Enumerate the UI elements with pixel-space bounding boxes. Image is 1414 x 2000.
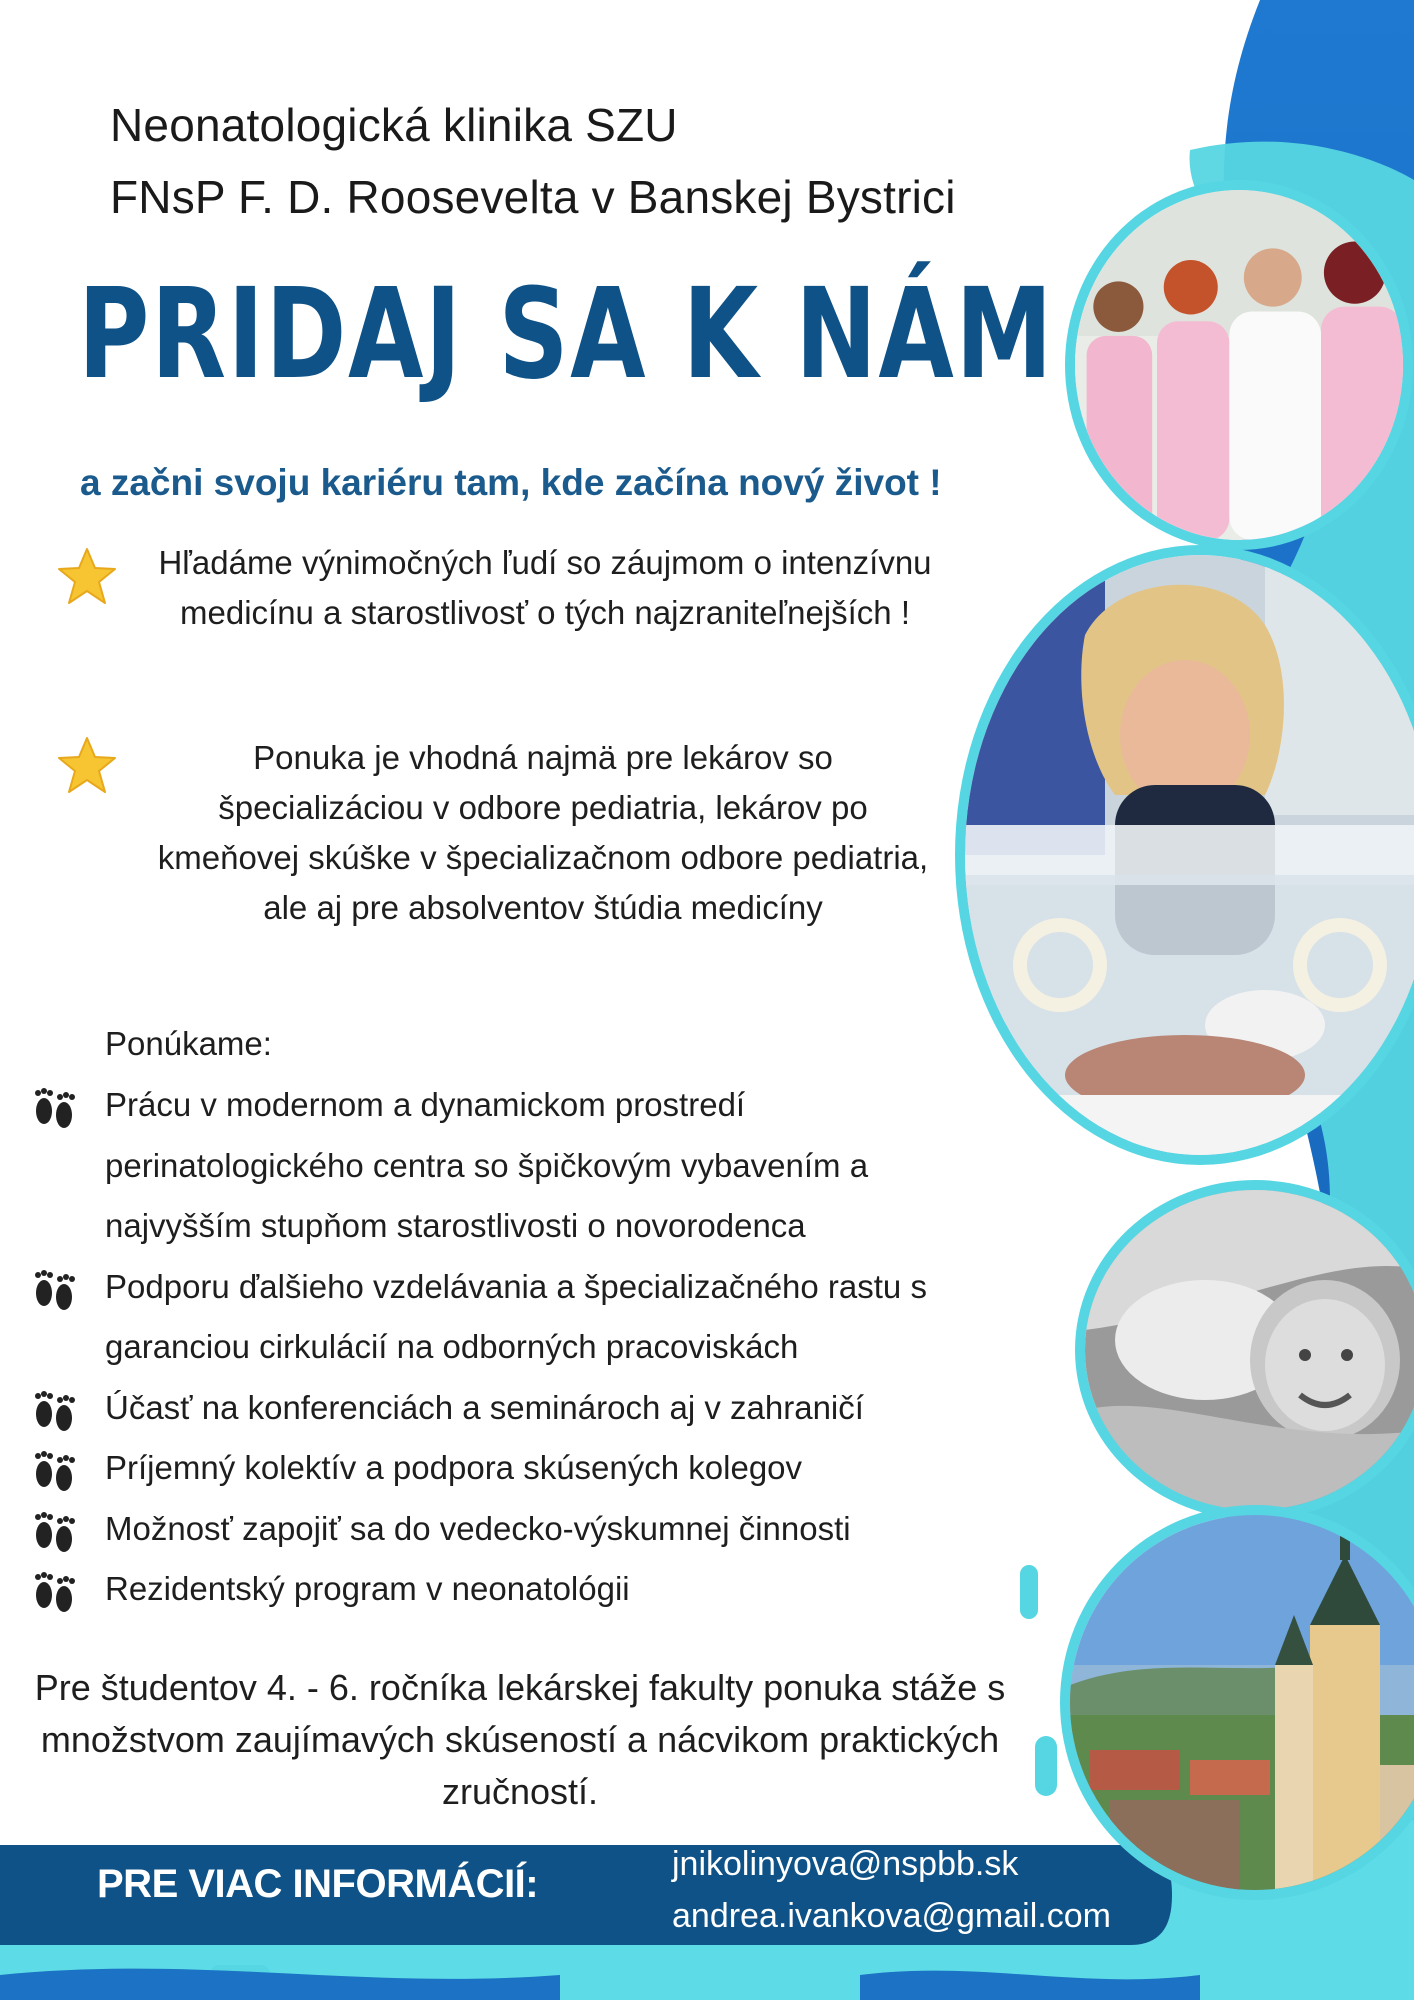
baby-feet-icon <box>30 1448 80 1492</box>
baby-feet-icon <box>30 1388 80 1432</box>
list-item <box>30 1499 1010 1560</box>
baby-feet-icon <box>30 1569 80 1613</box>
star-icon <box>55 734 119 798</box>
offer-item-text: Príjemný kolektív a podpora skúsených kolegov <box>105 1449 803 1486</box>
list-item <box>30 1257 1010 1378</box>
headline: PRIDAJ SA K NÁM <box>78 262 1055 407</box>
subheadline: a začni svoju kariéru tam, kde začína nový život ! <box>80 462 942 503</box>
intro-paragraph-1: Hľadáme výnimočných ľudí so záujmom o intenzívnu medicínu a starostlivosť o tých najzraniteľnejších ! <box>158 544 932 631</box>
offer-title: Ponúkame: <box>105 1025 272 1062</box>
clinic-name: Neonatologická klinika SZU <box>110 99 678 151</box>
list-item <box>30 1559 1010 1620</box>
star-icon <box>55 545 119 609</box>
team-photo <box>1065 180 1413 550</box>
email-link-1[interactable]: jnikolinyova@nspbb.sk <box>672 1845 1019 1883</box>
intro-paragraph-2: Ponuka je vhodná najmä pre lekárov so špecializáciou v odbore pediatria, lekárov po kmeňovej skúške v špecializačnom odbore pediatria, ale aj pre absolventov štúdia medicíny <box>157 739 929 926</box>
smiling-baby-photo <box>1075 1180 1414 1520</box>
list-item <box>30 1378 1010 1439</box>
cyan-dash-2 <box>1020 1565 1038 1619</box>
hospital-name: FNsP F. D. Roosevelta v Banskej Bystrici <box>110 171 956 223</box>
baby-feet-icon <box>30 1267 80 1311</box>
cyan-dash-1 <box>1035 1736 1057 1796</box>
baby-feet-icon <box>30 1509 80 1553</box>
list-item <box>30 1075 1010 1257</box>
offer-item-text: Podporu ďalšieho vzdelávania a špecializačného rastu s garanciou cirkulácií na odborných pracoviskách <box>105 1267 927 1365</box>
offer-item-text: Rezidentský program v neonatológii <box>105 1570 630 1607</box>
offer-list <box>30 1075 1010 1620</box>
footer-label: PRE VIAC INFORMÁCIÍ: <box>97 1862 539 1906</box>
list-item <box>30 1438 1010 1499</box>
offer-item-text: Prácu v modernom a dynamickom prostredí perinatologického centra so špičkovým vybavením a najvyšším stupňom starostlivosti o novorodenca <box>105 1086 869 1244</box>
offer-item-text: Možnosť zapojiť sa do vedecko-výskumnej činnosti <box>105 1509 851 1547</box>
email-link-2[interactable]: andrea.ivankova@gmail.com <box>672 1897 1111 1935</box>
offer-item-text: Účasť na konferenciách a seminároch aj v zahraničí <box>105 1388 864 1426</box>
baby-feet-icon <box>30 1085 80 1129</box>
students-note: Pre študentov 4. - 6. ročníka lekárskej fakulty ponuka stáže s množstvom zaujímavých skúseností a nácvikom praktických zručností. <box>34 1667 1006 1812</box>
